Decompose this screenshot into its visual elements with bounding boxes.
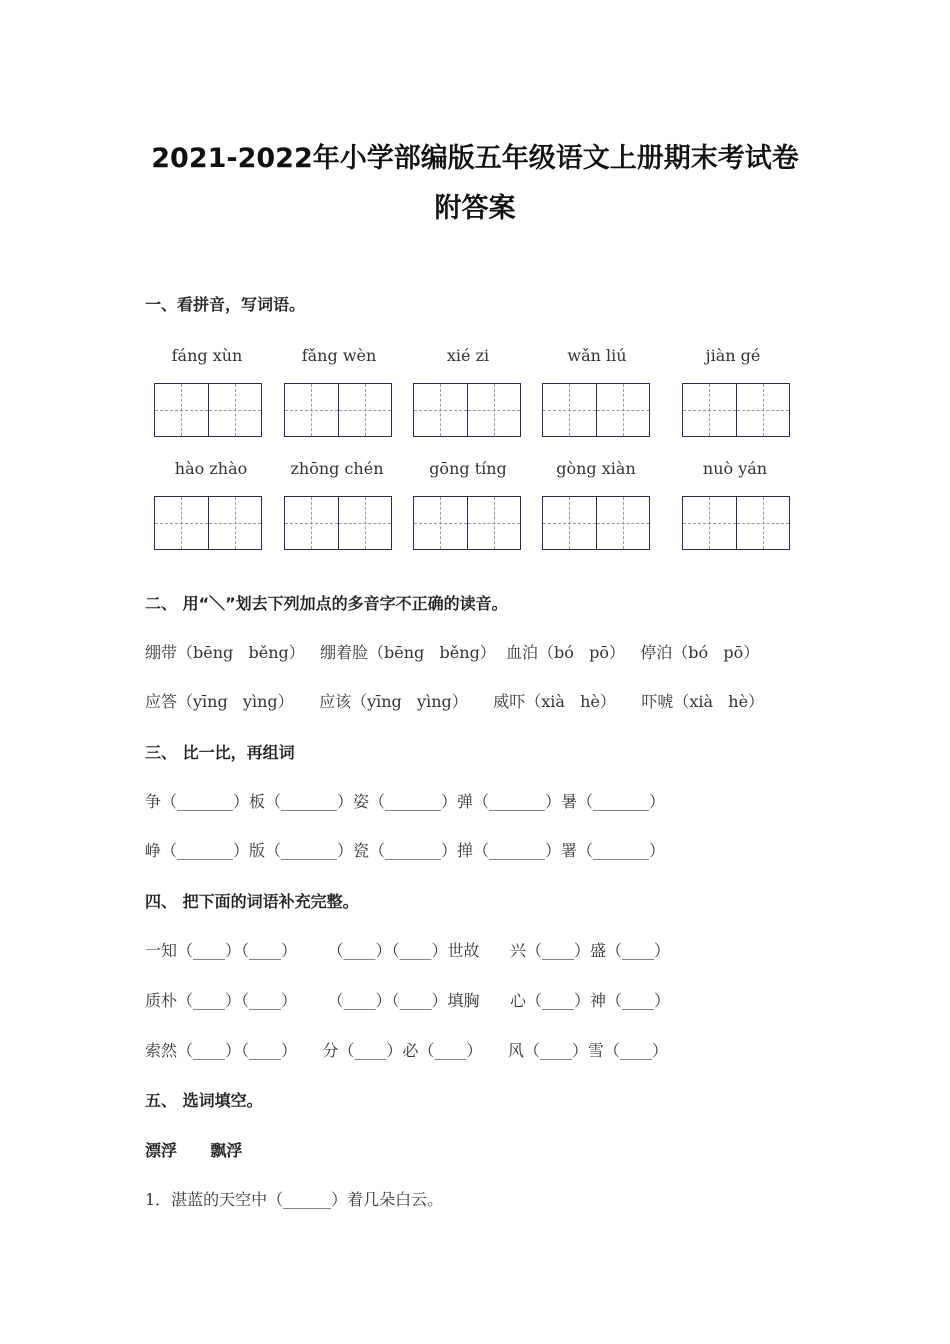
writing-box[interactable] bbox=[542, 383, 650, 437]
section2-line2: 应答（yīng yìng） 应该（yīng yìng） 威吓（xià hè） 吓唬（xià hè） bbox=[145, 692, 765, 711]
writing-box[interactable] bbox=[413, 383, 521, 437]
section1-heading: 一、看拼音，写词语。 bbox=[145, 295, 306, 314]
writing-box[interactable] bbox=[284, 383, 392, 437]
section3-line2: 峥（_______）版（_______）瓷（_______）掸（_______）署（_______） bbox=[145, 841, 666, 860]
writing-box[interactable] bbox=[682, 383, 790, 437]
section4-heading: 四、 把下面的词语补充完整。 bbox=[145, 892, 359, 911]
writing-box[interactable] bbox=[154, 496, 262, 550]
section4-line2: 质朴（____）（____） （____）（____）填胸 心（____）神（____） bbox=[145, 991, 671, 1010]
pinyin-label: wǎn liú bbox=[567, 346, 627, 365]
pinyin-label: gòng xiàn bbox=[556, 459, 636, 478]
writing-cell[interactable] bbox=[208, 497, 262, 549]
section3-line1: 争（_______）板（_______）姿（_______）弹（_______）暑（_______） bbox=[145, 792, 666, 811]
writing-cell[interactable] bbox=[414, 497, 467, 549]
writing-cell[interactable] bbox=[683, 384, 736, 436]
writing-cell[interactable] bbox=[736, 384, 790, 436]
writing-cell[interactable] bbox=[543, 497, 596, 549]
writing-cell[interactable] bbox=[155, 497, 208, 549]
writing-cell[interactable] bbox=[285, 384, 338, 436]
writing-cell[interactable] bbox=[338, 497, 392, 549]
writing-cell[interactable] bbox=[467, 384, 521, 436]
section4-line1: 一知（____）（____） （____）（____）世故 兴（____）盛（____） bbox=[145, 941, 671, 960]
section3-heading: 三、 比一比，再组词 bbox=[145, 743, 295, 762]
writing-cell[interactable] bbox=[596, 497, 650, 549]
pinyin-label: fáng xùn bbox=[171, 346, 243, 365]
writing-box[interactable] bbox=[413, 496, 521, 550]
pinyin-label: nuò yán bbox=[702, 459, 768, 478]
section5-heading: 五、 选词填空。 bbox=[145, 1091, 263, 1110]
writing-cell[interactable] bbox=[155, 384, 208, 436]
pinyin-label: gōng tíng bbox=[429, 459, 507, 478]
writing-box[interactable] bbox=[154, 383, 262, 437]
section5-word-options: 漂浮 飘浮 bbox=[145, 1141, 243, 1160]
writing-box[interactable] bbox=[284, 496, 392, 550]
writing-cell[interactable] bbox=[683, 497, 736, 549]
section2-line1: 绷带（bēng běng） 绷着脸（bēng běng） 血泊（bó pō） 停泊（bó pō） bbox=[145, 643, 760, 662]
section5-question1: 1．湛蓝的天空中（______）着几朵白云。 bbox=[145, 1190, 444, 1209]
page-title-line1: 2021-2022年小学部编版五年级语文上册期末考试卷 bbox=[151, 143, 799, 174]
writing-cell[interactable] bbox=[543, 384, 596, 436]
pinyin-label: jiàn gé bbox=[705, 346, 761, 365]
writing-box[interactable] bbox=[542, 496, 650, 550]
writing-cell[interactable] bbox=[414, 384, 467, 436]
writing-cell[interactable] bbox=[208, 384, 262, 436]
section4-line3: 索然（____）（____） 分（____）必（____） 风（____）雪（____） bbox=[145, 1041, 668, 1060]
pinyin-label: xié zi bbox=[446, 346, 490, 365]
pinyin-label: fǎng wèn bbox=[301, 346, 377, 365]
pinyin-label: zhōng chén bbox=[290, 459, 384, 478]
writing-box[interactable] bbox=[682, 496, 790, 550]
writing-cell[interactable] bbox=[467, 497, 521, 549]
writing-cell[interactable] bbox=[338, 384, 392, 436]
writing-cell[interactable] bbox=[736, 497, 790, 549]
pinyin-label: hào zhào bbox=[174, 459, 248, 478]
section2-heading: 二、 用“＼”划去下列加点的多音字不正确的读音。 bbox=[145, 594, 508, 613]
writing-cell[interactable] bbox=[285, 497, 338, 549]
page-title-line2: 附答案 bbox=[434, 193, 516, 224]
writing-cell[interactable] bbox=[596, 384, 650, 436]
